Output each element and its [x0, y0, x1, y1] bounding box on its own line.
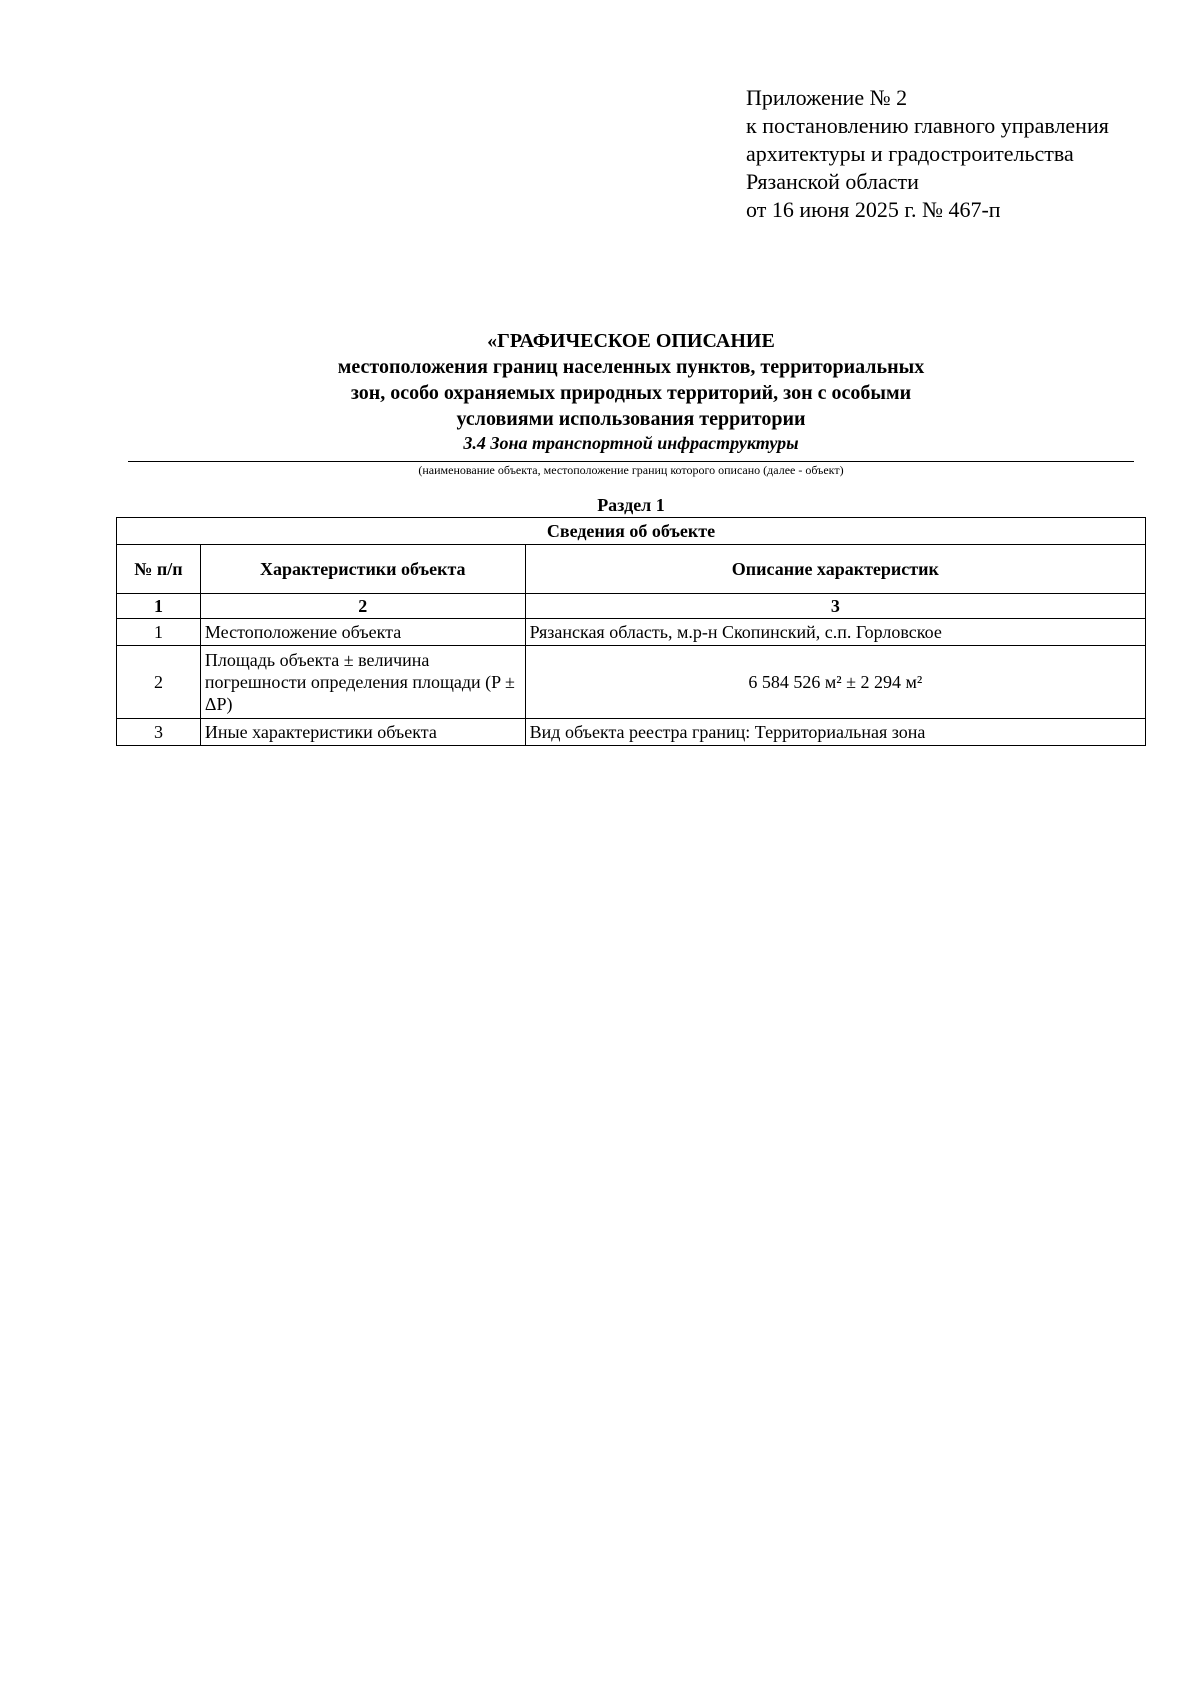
row-number: 3: [117, 719, 201, 746]
row-number: 2: [117, 646, 201, 719]
row-description: 6 584 526 м² ± 2 294 м²: [525, 646, 1145, 719]
appendix-line: архитектуры и градостроительства: [746, 141, 1074, 166]
table-row: [117, 619, 1146, 646]
column-number-row: [117, 594, 1146, 619]
column-number: 1: [117, 594, 201, 619]
appendix-block: [746, 84, 1109, 224]
title-line: условиями использования территории: [456, 408, 806, 430]
appendix-line: Рязанской области: [746, 169, 919, 194]
appendix-line: к постановлению главного управления: [746, 113, 1109, 138]
appendix-line: от 16 июня 2025 г. № 467-п: [746, 197, 1001, 222]
table-header-row: [117, 545, 1146, 594]
table-row: [117, 719, 1146, 746]
column-number: 3: [525, 594, 1145, 619]
table-row: [117, 646, 1146, 719]
row-number: 1: [117, 619, 201, 646]
row-characteristic: Площадь объекта ± величина погрешности определения площади (P ± ΔP): [200, 646, 525, 719]
row-characteristic: Иные характеристики объекта: [200, 719, 525, 746]
title-line: «ГРАФИЧЕСКОЕ ОПИСАНИЕ: [487, 330, 775, 352]
title-underline: [128, 461, 1134, 462]
table-caption: Сведения об объекте: [117, 518, 1146, 545]
column-header: № п/п: [117, 545, 201, 594]
section-title: Раздел 1: [597, 495, 665, 515]
row-characteristic: Местоположение объекта: [200, 619, 525, 646]
table-caption-row: [117, 518, 1146, 545]
column-number: 2: [200, 594, 525, 619]
document-title: [0, 328, 1200, 454]
object-name: 3.4 Зона транспортной инфраструктуры: [463, 433, 799, 453]
row-description: Вид объекта реестра границ: Территориальная зона: [525, 719, 1145, 746]
appendix-line: Приложение № 2: [746, 85, 908, 110]
column-header: Характеристики объекта: [200, 545, 525, 594]
row-description: Рязанская область, м.р-н Скопинский, с.п. Горловское: [525, 619, 1145, 646]
object-name-caption: (наименование объекта, местоположение границ которого описано (далее - объект): [418, 463, 844, 477]
title-line: местоположения границ населенных пунктов, территориальных: [337, 356, 925, 378]
object-info-table: [116, 517, 1146, 746]
column-header: Описание характеристик: [525, 545, 1145, 594]
title-line: зон, особо охраняемых природных территорий, зон с особыми: [350, 382, 912, 404]
